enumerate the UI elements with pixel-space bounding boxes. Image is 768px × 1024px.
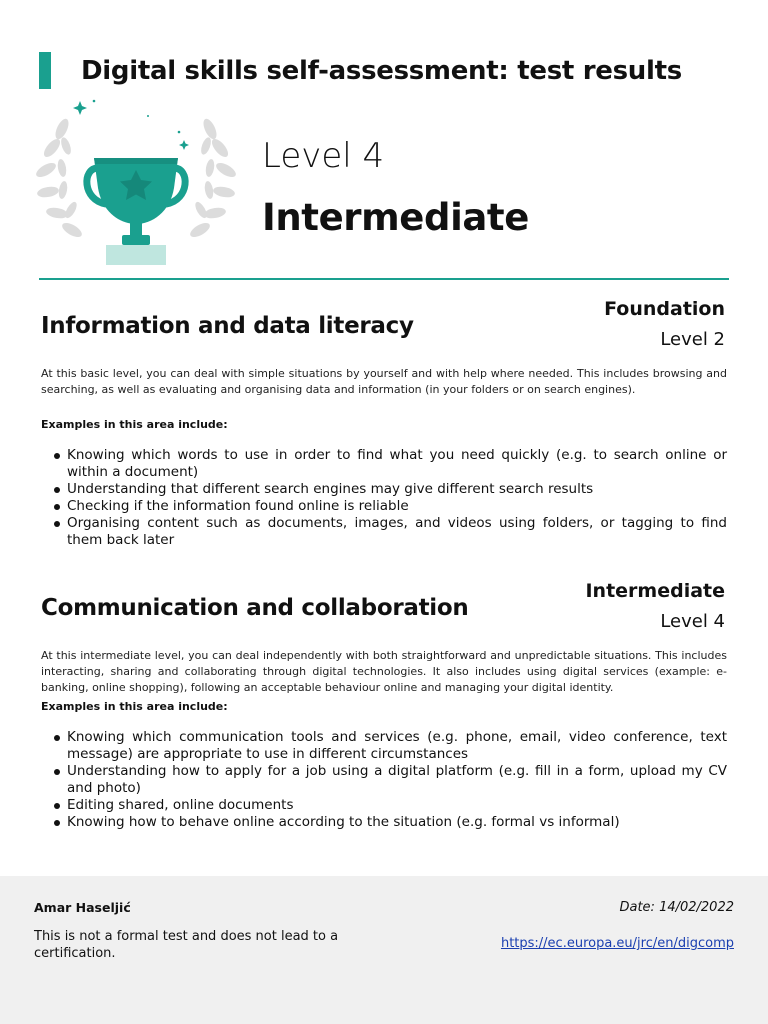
section-information-data-literacy xyxy=(41,296,727,556)
user-name: Amar Haseljić xyxy=(34,900,131,915)
section-examples-heading: Examples in this area include: xyxy=(41,700,228,713)
section-examples-heading: Examples in this area include: xyxy=(41,418,228,431)
section-level-number: Level 4 xyxy=(660,611,725,632)
section-description: At this basic level, you can deal with simple situations by yourself and with help where needed. This includes browsing and searching, as well as evaluating and organising data and information (in your folders or on search engines). xyxy=(41,367,727,396)
list-item: Knowing how to behave online according to the situation (e.g. formal vs informal) xyxy=(67,814,727,831)
list-item: Understanding how to apply for a job using a digital platform (e.g. fill in a form, upload my CV and photo) xyxy=(67,763,727,796)
digcomp-link[interactable]: https://ec.europa.eu/jrc/en/digcomp xyxy=(500,936,734,951)
trophy-icon xyxy=(36,96,236,271)
section-examples-list xyxy=(67,729,727,831)
section-description: At this intermediate level, you can deal independently with both straightforward and unpredictable situations. This includes interacting, sharing and collaborating through digital technologies. It also includes using digital services (example: e-banking, online shopping), following an acceptable behaviour online and managing your digital identity. xyxy=(41,649,727,694)
page-title: Digital skills self-assessment: test results xyxy=(81,56,682,86)
result-level-name: Intermediate xyxy=(262,196,529,239)
section-level-number: Level 2 xyxy=(660,329,725,350)
section-title: Information and data literacy xyxy=(41,313,414,339)
list-item: Checking if the information found online is reliable xyxy=(67,498,727,515)
test-date: Date: 14/02/2022 xyxy=(619,900,734,915)
page-header xyxy=(0,0,768,100)
result-level-number: Level 4 xyxy=(262,136,385,176)
section-communication-collaboration xyxy=(41,578,727,848)
disclaimer-note: This is not a formal test and does not lead to a certification. xyxy=(34,929,339,961)
section-examples-list xyxy=(67,447,727,549)
section-level-name: Foundation xyxy=(604,298,725,320)
list-item: Organising content such as documents, images, and videos using folders, or tagging to find them back later xyxy=(67,515,727,548)
section-title: Communication and collaboration xyxy=(41,595,469,621)
list-item: Knowing which words to use in order to find what you need quickly (e.g. to search online or within a document) xyxy=(67,447,727,480)
list-item: Editing shared, online documents xyxy=(67,797,727,814)
section-level-name: Intermediate xyxy=(585,580,725,602)
header-accent-bar xyxy=(39,52,51,89)
header-divider xyxy=(39,278,729,280)
page-footer xyxy=(0,876,768,1024)
list-item: Knowing which communication tools and services (e.g. phone, email, video conference, text message) are appropriate to use in different circumstances xyxy=(67,729,727,762)
list-item: Understanding that different search engines may give different search results xyxy=(67,481,727,498)
